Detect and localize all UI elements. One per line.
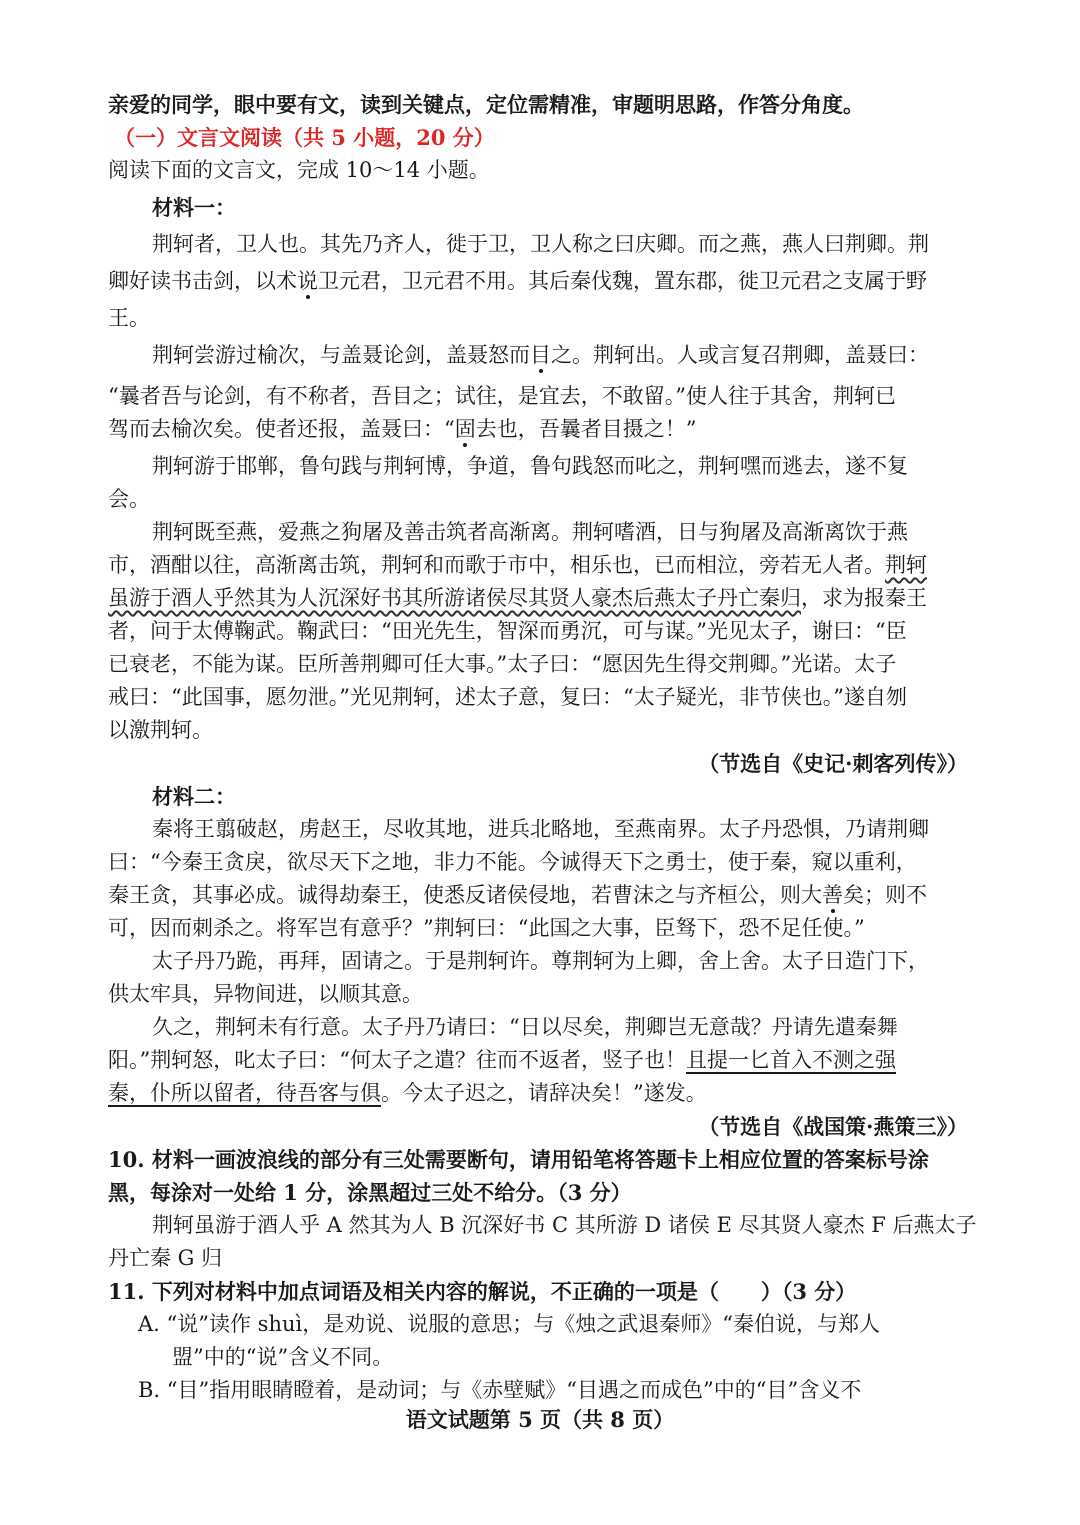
q10-line4: 丹亡秦 G 归: [108, 1246, 223, 1270]
m1-p1-l1: 荆轲者，卫人也。其先乃齐人，徙于卫，卫人称之曰庆卿。而之燕，燕人曰荆卿。荆: [152, 232, 929, 256]
underlined-text: 且提一匕首入不测之强: [685, 1048, 896, 1072]
m2-p1-l1: 秦将王翦破赵，虏赵王，尽收其地，进兵北略地，至燕南界。太子丹恐惧，乃请荆卿: [152, 817, 929, 841]
m2-p2-l1: 太子丹乃跪，再拜，固请之。于是荆轲许。尊荆轲为上卿，舍上舍。太子日造门下，: [152, 949, 929, 973]
m1-p4-l6: 戒曰：“此国事，愿勿泄。”光见荆轲，述太子意，复曰：“太子疑光，非节侠也。”遂自刎: [108, 685, 907, 709]
m2-p1-l2: 曰：“今秦王贪戾，欲尽天下之地，非力不能。今诚得天下之勇士，使于秦，窥以重利，: [108, 850, 917, 874]
exam-page: [108, 88, 977, 1407]
intro-text: 亲爱的同学，眼中要有文，读到关键点，定位需精准，审题明思路，作答分角度。: [108, 92, 864, 117]
page-footer: 语文试题第 5 页（共 8 页）: [405, 1407, 675, 1432]
dotted-word: 说: [297, 269, 318, 293]
wavy-underline-text: 荆轲: [885, 553, 927, 577]
material2-label: 材料二：: [152, 784, 236, 809]
m2-p1-l4: 可，因而刺杀之。将军岂有意乎？”荆轲曰：“此国之大事，臣驽下，恐不足任使。”: [108, 916, 865, 940]
material2-source: （节选自《战国策·燕策三》）: [698, 1114, 968, 1139]
dotted-word: 固: [454, 417, 476, 441]
m2-p3-l1: 久之，荆轲未有行意。太子丹乃请曰：“日以尽矣，荆卿岂无意哉？丹请先遣秦舞: [152, 1015, 898, 1039]
m2-p2-l2: 供太牢具，异物间进，以顺其意。: [108, 982, 423, 1006]
wavy-underline-text: 虽游于酒人乎然其为人沉深好书其所游诸侯尽其贤人豪杰后燕太子丹亡秦归: [108, 586, 801, 610]
m1-p1-l3: 王。: [108, 306, 150, 330]
q10-line1: 10. 材料一画波浪线的部分有三处需要断句，请用铅笔将答题卡上相应位置的答案标号涂: [108, 1147, 929, 1172]
m2-p3-l3: 秦，仆所以留者，待吾客与俱。今太子迟之，请辞决矣！”遂发。: [108, 1081, 707, 1105]
m1-p4-l2: 市，酒酣以往，高渐离击筑，荆轲和而歌于市中，相乐也，已而相泣，旁若无人者。荆轲: [108, 553, 927, 577]
section-title: （一）文言文阅读（共 5 小题，20 分）: [114, 125, 495, 150]
m1-p3-l2: 会。: [108, 487, 150, 511]
m1-p4-l3: 虽游于酒人乎然其为人沉深好书其所游诸侯尽其贤人豪杰后燕太子丹亡秦归，求为报秦王: [108, 586, 927, 610]
m1-p2-l2: “曩者吾与论剑，有不称者，吾目之；试往，是宜去，不敢留。”使人往于其舍，荆轲已: [108, 384, 896, 408]
m1-p2-l3: 驾而去榆次矣。使者还报，盖聂曰：“固去也，吾曩者目摄之！”: [108, 417, 697, 441]
material1-source: （节选自《史记·刺客列传》）: [698, 751, 968, 776]
m1-p4-l1: 荆轲既至燕，爱燕之狗屠及善击筑者高渐离。荆轲嗜酒，日与狗屠及高渐离饮于燕: [152, 520, 908, 544]
q11-option-a: A. “说”读作 shuì，是劝说、说服的意思；与《烛之武退秦师》“秦伯说，与郑人: [138, 1312, 880, 1336]
m2-p3-l2: 阳。”荆轲怒，叱太子曰：“何太子之遣？往而不返者，竖子也！且提一匕首入不测之强: [108, 1048, 896, 1072]
q11-option-b: B. “目”指用眼睛瞪着，是动词；与《赤壁赋》“目遇之而成色”中的“目”含义不: [138, 1378, 862, 1402]
m1-p1-l2: 卿好读书击剑，以术说卫元君，卫元君不用。其后秦伐魏，置东郡，徙卫元君之支属于野: [108, 269, 927, 293]
dotted-word: 善: [822, 883, 843, 907]
m1-p4-l7: 以激荆轲。: [108, 718, 213, 742]
m2-p1-l3: 秦王贪，其事必成。诚得劫秦王，使悉反诸侯侵地，若曹沫之与齐桓公，则大善矣；则不: [108, 883, 927, 907]
dotted-word: 目: [530, 343, 551, 367]
q11-line1: 11. 下列对材料中加点词语及相关内容的解说，不正确的一项是（ ）（3 分）: [108, 1279, 857, 1304]
q10-line2: 黑，每涂对一处给 1 分，涂黑超过三处不给分。（3 分）: [108, 1180, 632, 1205]
m1-p2-l1: 荆轲尝游过榆次，与盖聂论剑，盖聂怒而目之。荆轲出。人或言复召荆卿，盖聂曰：: [152, 343, 929, 367]
m1-p4-l5: 已衰老，不能为谋。臣所善荆卿可任大事。”太子曰：“愿因先生得交荆卿。”光诺。太子: [108, 652, 897, 676]
instruction: 阅读下面的文言文，完成 10～14 小题。: [108, 158, 490, 182]
m1-p4-l4: 者，问于太傅鞠武。鞠武曰：“田光先生，智深而勇沉，可与谋。”光见太子，谢曰：“臣: [108, 619, 907, 643]
q10-line3: 荆轲虽游于酒人乎 A 然其为人 B 沉深好书 C 其所游 D 诸侯 E 尽其贤人豪杰 F 后燕太子: [152, 1213, 977, 1237]
m1-p3-l1: 荆轲游于邯郸，鲁句践与荆轲博，争道，鲁句践怒而叱之，荆轲嘿而逃去，遂不复: [152, 454, 908, 478]
underlined-text: 秦，仆所以留者，待吾客与俱: [108, 1081, 381, 1105]
material1-label: 材料一：: [152, 195, 236, 220]
q11-option-a-cont: 盟”中的“说”含义不同。: [172, 1345, 394, 1369]
